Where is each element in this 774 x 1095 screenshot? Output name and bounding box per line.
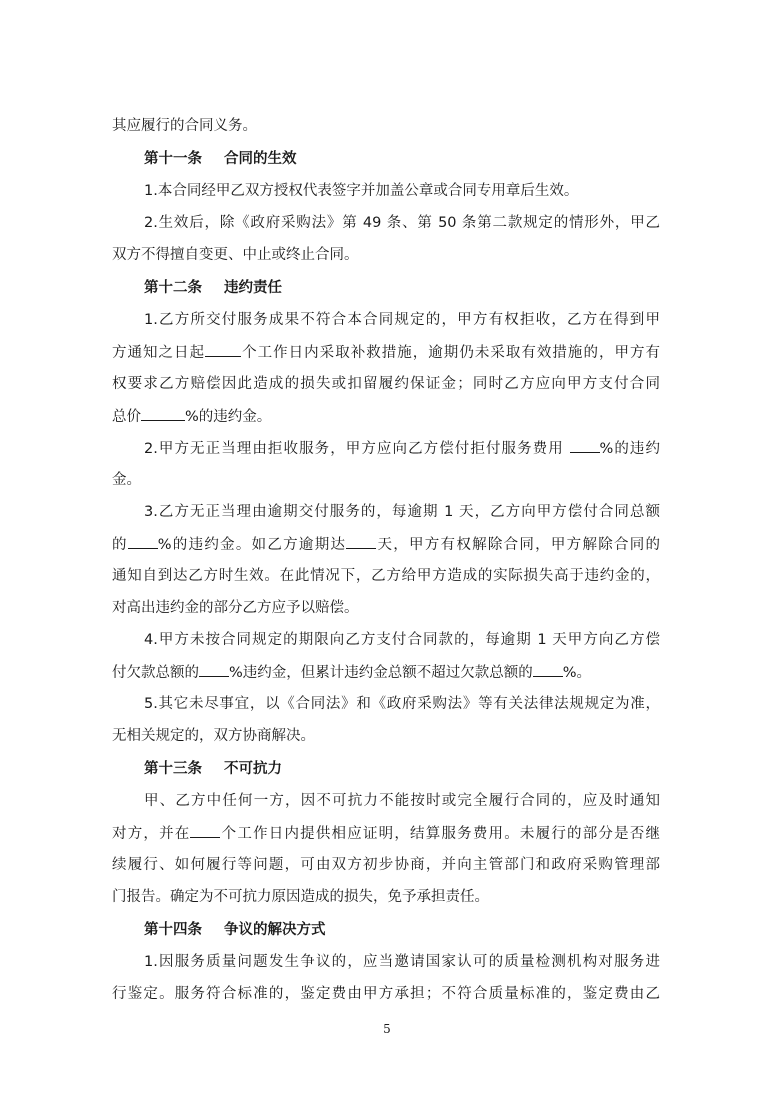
paragraph-line: 1.本合同经甲乙双方授权代表签字并加盖公章或合同专用章后生效。	[144, 183, 579, 199]
paragraph-line: 双方不得擅自变更、中止或终止合同。	[112, 247, 359, 263]
paragraph-line: 甲、乙方中任何一方，因不可抗力不能按时或完全履行合同的，应及时通知	[144, 793, 660, 809]
paragraph-line: 1.乙方所交付服务成果不符合本合同规定的，甲方有权拒收，乙方在得到甲	[144, 312, 660, 328]
fill-in-blank[interactable]	[199, 662, 229, 677]
paragraph-line: 3.乙方无正当理由逾期交付服务的，每逾期 1 天，乙方向甲方偿付合同总额	[144, 504, 660, 520]
paragraph-line: 金。	[112, 472, 141, 488]
fill-in-blank[interactable]	[190, 823, 220, 838]
article-number: 第十一条	[144, 151, 202, 167]
paragraph-line: 续履行、如何履行等问题，可由双方初步协商，并向主管部门和政府采购管理部	[112, 857, 660, 873]
article-heading-12	[144, 278, 692, 298]
paragraph-line: 其应履行的合同义务。	[112, 118, 257, 134]
paragraph-line: 通知自到达乙方时生效。在此情况下，乙方给甲方造成的实际损失高于违约金的，	[112, 568, 660, 584]
article-heading-13	[144, 759, 692, 779]
paragraph-line: 对高出违约金的部分乙方应予以赔偿。	[112, 600, 359, 616]
fill-in-blank[interactable]	[346, 534, 376, 549]
article-number: 第十三条	[144, 761, 202, 777]
paragraph-line: 1.因服务质量问题发生争议的，应当邀请国家认可的质量检测机构对服务进	[144, 954, 660, 970]
article-heading-14	[144, 920, 692, 940]
fill-in-blank[interactable]	[205, 342, 241, 357]
paragraph-line: 总价 %的违约金。	[112, 406, 660, 427]
paragraph-line: 5.其它未尽事宜，以《合同法》和《政府采购法》等有关法律法规规定为准，	[144, 696, 660, 712]
paragraph-line: 付欠款总额的 %违约金，但累计违约金总额不超过欠款总额的 %。	[112, 662, 660, 683]
article-title: 违约责任	[224, 280, 282, 296]
paragraph-line: 门报告。确定为不可抗力原因造成的损失，免予承担责任。	[112, 889, 489, 905]
page-number: 5	[383, 1022, 391, 1036]
paragraph-line: 的 %的违约金。如乙方逾期达 天，甲方有权解除合同，甲方解除合同的	[112, 534, 660, 555]
paragraph-line: 2.生效后，除《政府采购法》第 49 条、第 50 条第二款规定的情形外，甲乙	[144, 215, 660, 231]
article-title: 争议的解决方式	[224, 922, 326, 938]
article-title: 不可抗力	[224, 761, 282, 777]
fill-in-blank[interactable]	[570, 438, 600, 453]
paragraph-line: 4.甲方未按合同规定的期限向乙方支付合同款的，每逾期 1 天甲方向乙方偿	[144, 632, 660, 648]
paragraph-line: 权要求乙方赔偿因此造成的损失或扣留履约保证金；同时乙方应向甲方支付合同	[112, 376, 660, 392]
article-number: 第十四条	[144, 922, 202, 938]
fill-in-blank[interactable]	[128, 534, 158, 549]
paragraph-line: 对方，并在 个工作日内提供相应证明，结算服务费用。未履行的部分是否继	[112, 823, 660, 844]
paragraph-line: 2.甲方无正当理由拒收服务，甲方应向乙方偿付拒付服务费用 %的违约	[144, 438, 660, 459]
article-number: 第十二条	[144, 280, 202, 296]
paragraph-line: 方通知之日起 个工作日内采取补救措施，逾期仍未采取有效措施的，甲方有	[112, 342, 660, 363]
paragraph-line: 无相关规定的，双方协商解决。	[112, 728, 315, 744]
article-title: 合同的生效	[224, 151, 297, 167]
fill-in-blank[interactable]	[141, 406, 185, 421]
paragraph-line: 行鉴定。服务符合标准的，鉴定费由甲方承担；不符合质量标准的，鉴定费由乙	[112, 986, 660, 1002]
article-heading-11	[144, 149, 692, 169]
fill-in-blank[interactable]	[533, 662, 563, 677]
